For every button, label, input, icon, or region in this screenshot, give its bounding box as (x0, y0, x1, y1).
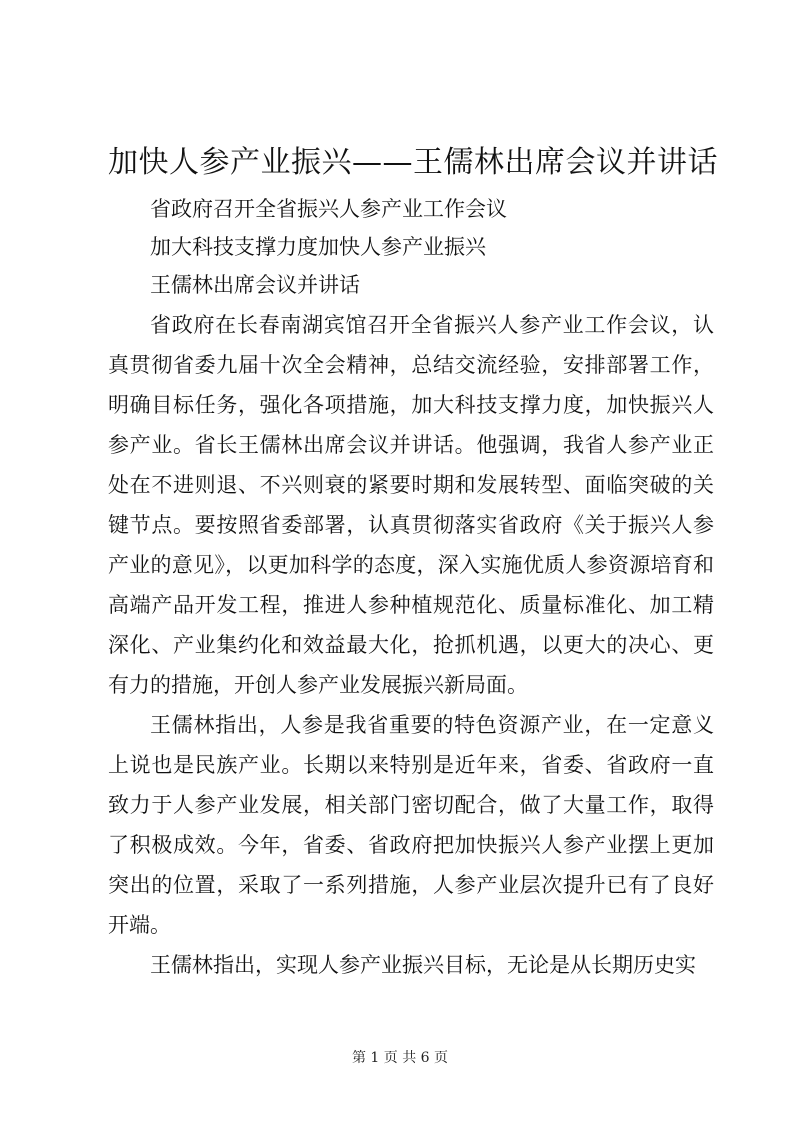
page-footer: 第 1 页 共 6 页 (351, 1050, 449, 1066)
body-paragraph-2: 王儒林指出，人参是我省重要的特色资源产业，在一定意义上说也是民族产业。长期以来特别是近年来，省委、省政府一直致力于人参产业发展，相关部门密切配合，做了大量工作，取得了积极成效。今年，省委、省政府把加快振兴人参产业摆上更加突出的位置，采取了一系列措施，人参产业层次提升已有了良好开端。 (108, 713, 714, 937)
body-paragraph-3: 王儒林指出，实现人参产业振兴目标，无论是从长期历史实 (150, 953, 696, 977)
subtitle-line-2: 加大科技支撑力度加快人参产业振兴 (150, 235, 486, 259)
document-body (108, 305, 714, 985)
document-title: 加快人参产业振兴——王儒林出席会议并讲话 (108, 145, 718, 180)
subtitle-line-1: 省政府召开全省振兴人参产业工作会议 (150, 197, 507, 221)
subtitle-line-3: 王儒林出席会议并讲话 (150, 273, 360, 297)
body-paragraph-1: 省政府在长春南湖宾馆召开全省振兴人参产业工作会议，认真贯彻省委九届十次全会精神，总结交流经验，安排部署工作，明确目标任务，强化各项措施，加大科技支撑力度，加快振兴人参产业。省长王儒林出席会议并讲话。他强调，我省人参产业正处在不进则退、不兴则衰的紧要时期和发展转型、面临突破的关键节点。要按照省委部署，认真贯彻落实省政府《关于振兴人参产业的意见》，以更加科学的态度，深入实施优质人参资源培育和高端产品开发工程，推进人参种植规范化、质量标准化、加工精深化、产业集约化和效益最大化，抢抓机遇，以更大的决心、更有力的措施，开创人参产业发展振兴新局面。 (108, 313, 714, 697)
